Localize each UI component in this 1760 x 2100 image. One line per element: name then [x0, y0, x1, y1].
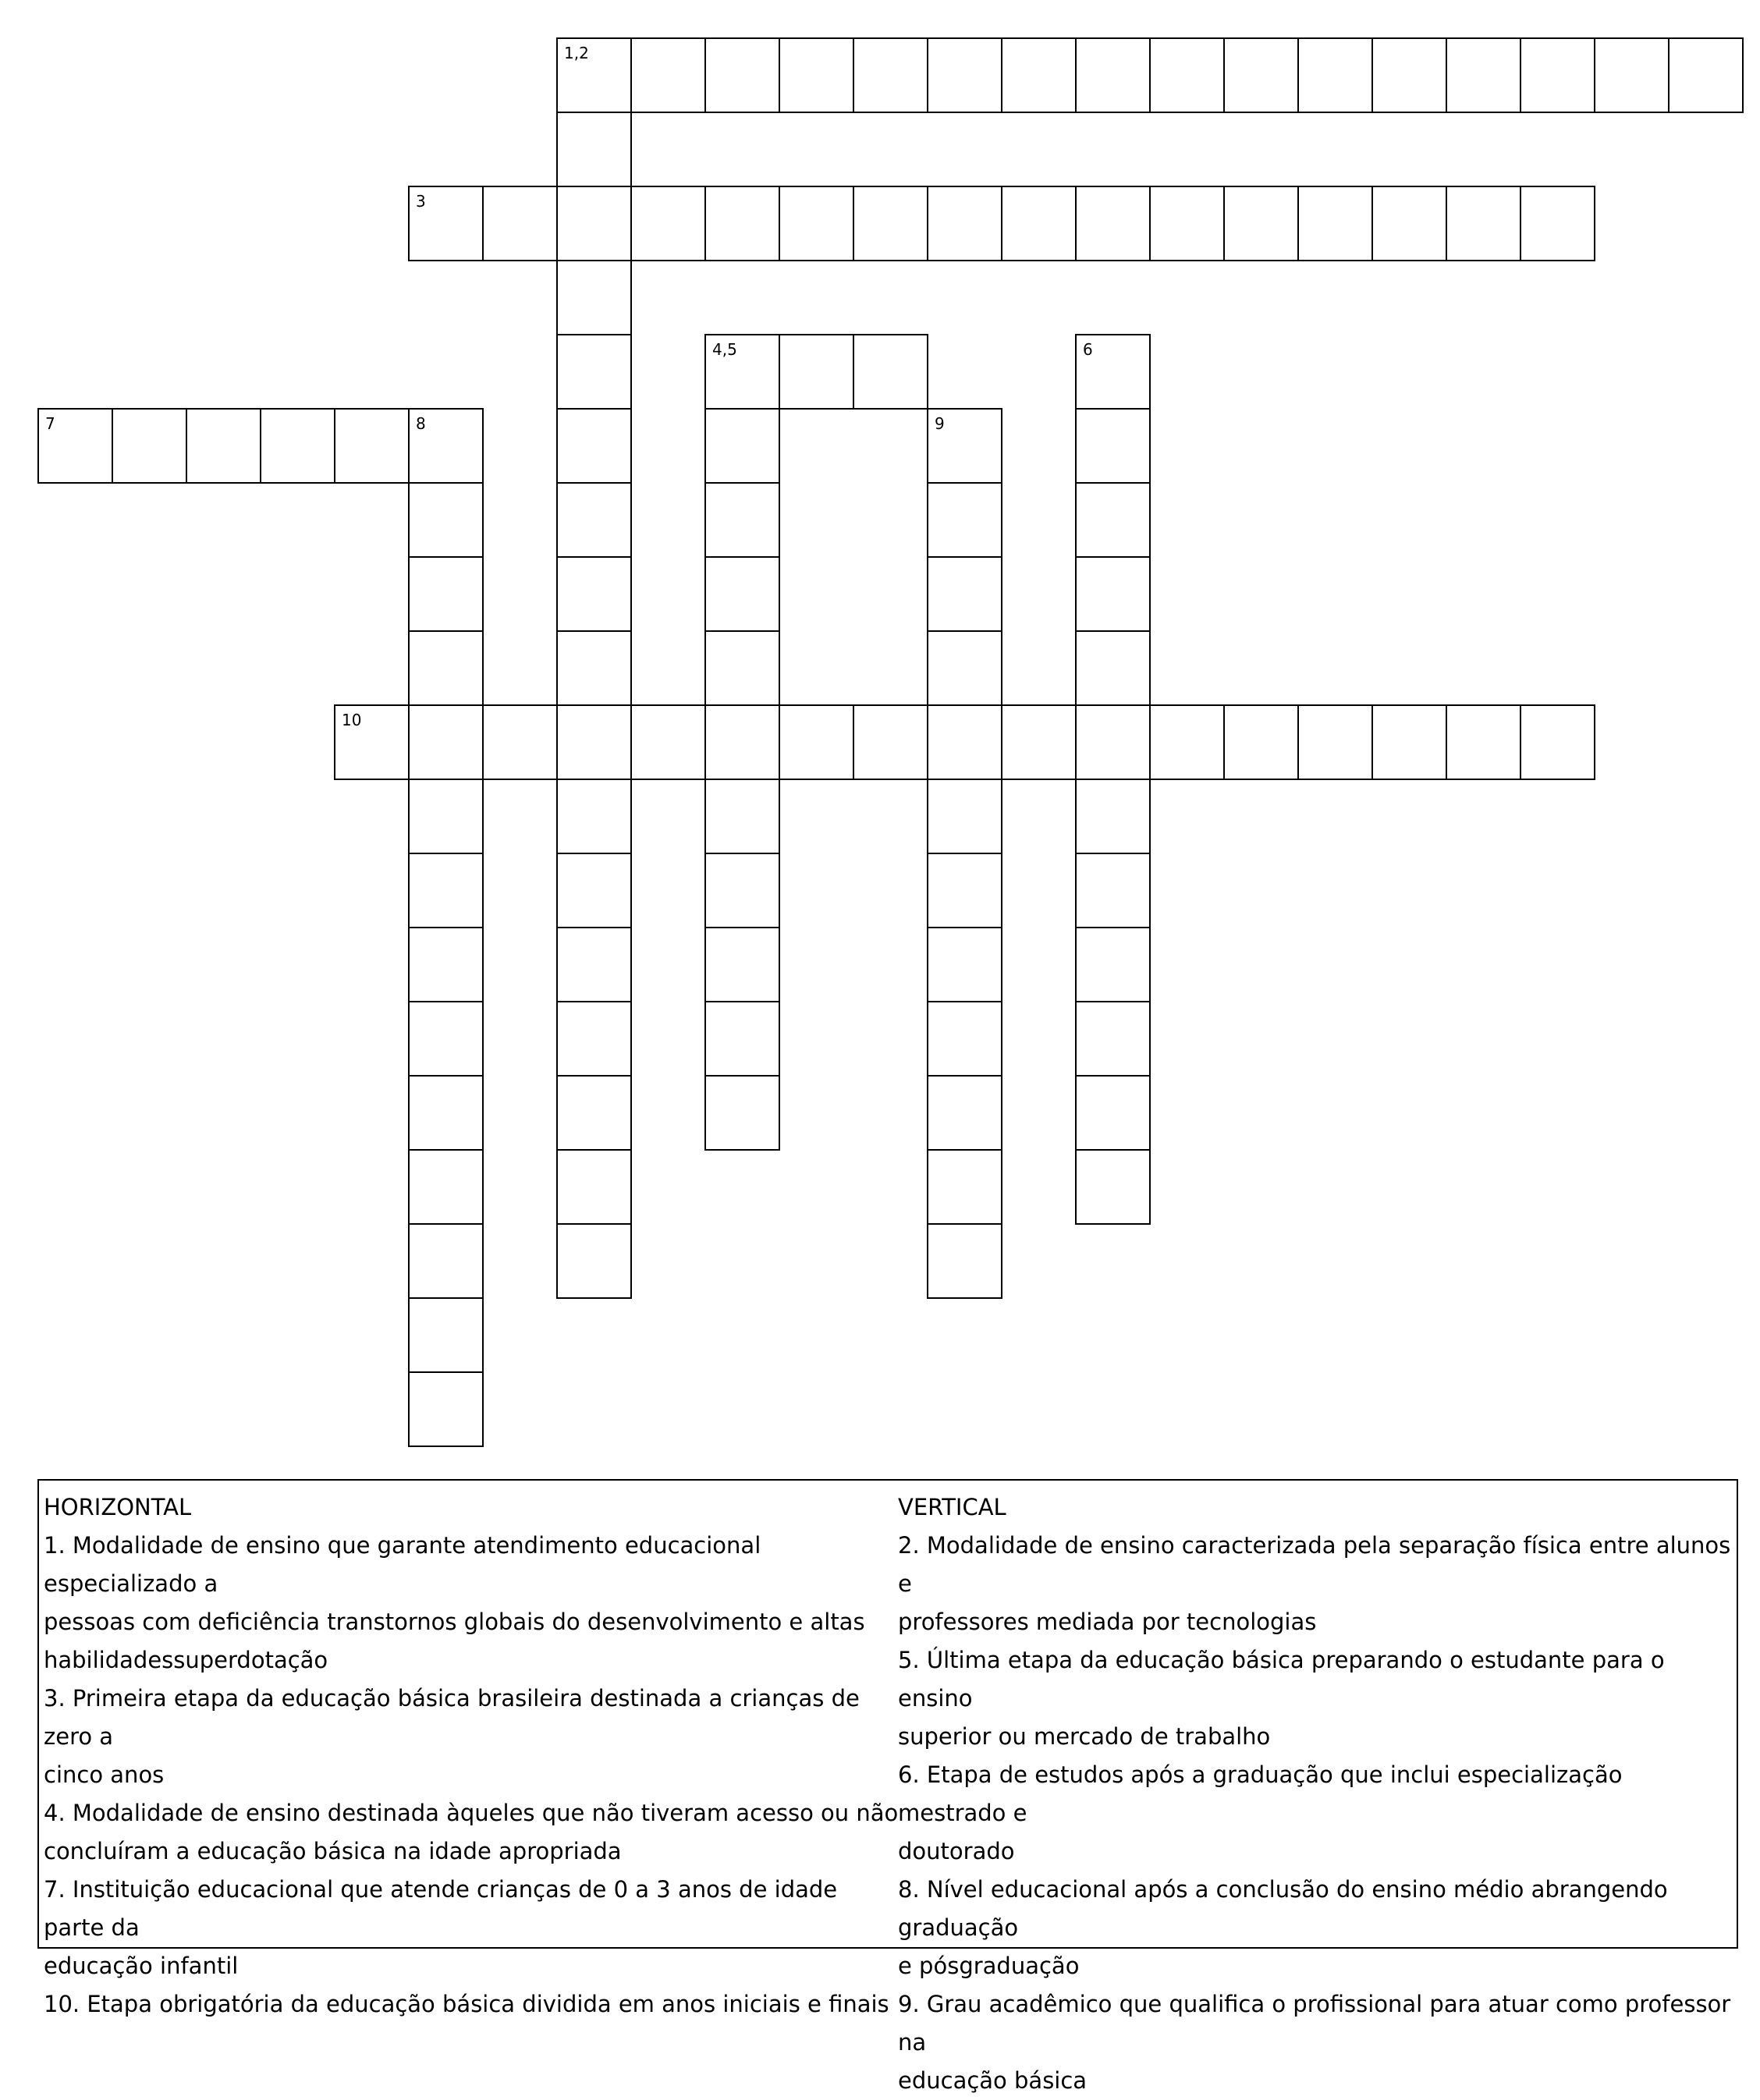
vertical-clue-line: professores mediada por tecnologias — [898, 1609, 1317, 1635]
crossword-cell[interactable] — [482, 186, 558, 261]
crossword-cell[interactable] — [556, 1001, 632, 1077]
crossword-cell[interactable] — [556, 112, 632, 187]
crossword-cell[interactable] — [1446, 37, 1521, 113]
crossword-cell[interactable] — [853, 704, 928, 780]
crossword-cell[interactable] — [408, 1297, 484, 1373]
crossword-cell[interactable] — [1075, 1149, 1151, 1225]
crossword-cell[interactable] — [1001, 37, 1077, 113]
crossword-cell[interactable] — [556, 408, 632, 484]
crossword-cell[interactable] — [1223, 704, 1299, 780]
crossword-cell[interactable] — [1075, 408, 1151, 484]
vertical-clue-line: educação básica — [898, 2067, 1088, 2094]
crossword-cell[interactable] — [927, 1075, 1002, 1151]
horizontal-clue-line: habilidadessuperdotação — [44, 1647, 328, 1673]
vertical-clue-line: superior ou mercado de trabalho — [898, 1723, 1271, 1750]
crossword-cell[interactable] — [704, 1001, 780, 1077]
crossword-cell[interactable] — [1075, 1001, 1151, 1077]
horizontal-clue-line: concluíram a educação básica na idade apropriada — [44, 1838, 622, 1864]
crossword-cell[interactable] — [408, 927, 484, 1002]
horizontal-clue-line: 10. Etapa obrigatória da educação básica dividida em anos iniciais e finais — [44, 1991, 889, 2017]
crossword-cell[interactable] — [1001, 704, 1077, 780]
crossword-cell[interactable] — [927, 630, 1002, 706]
clue-number: 3 — [416, 192, 426, 211]
crossword-cell[interactable] — [482, 704, 558, 780]
crossword-cell[interactable] — [704, 186, 780, 261]
crossword-cell[interactable] — [112, 408, 187, 484]
vertical-clue-line: 8. Nível educacional após a conclusão do ensino médio abrangendo graduação — [898, 1876, 1668, 1941]
crossword-cell[interactable] — [927, 704, 1002, 780]
crossword-cell[interactable] — [556, 186, 632, 261]
crossword-cell[interactable] — [853, 334, 928, 410]
vertical-clue-line: 5. Última etapa da educação básica preparando o estudante para o ensino — [898, 1647, 1665, 1712]
crossword-cell[interactable] — [927, 927, 1002, 1002]
crossword-cell[interactable] — [927, 1001, 1002, 1077]
crossword-cell[interactable] — [1223, 186, 1299, 261]
crossword-cell[interactable] — [630, 186, 706, 261]
crossword-cell[interactable] — [408, 853, 484, 928]
crossword-cell[interactable] — [408, 1149, 484, 1225]
crossword-cell[interactable] — [1446, 186, 1521, 261]
crossword-cell[interactable] — [556, 556, 632, 632]
crossword-cell[interactable] — [853, 37, 928, 113]
crossword-cell[interactable] — [1297, 186, 1373, 261]
clue-number: 10 — [342, 711, 362, 729]
crossword-cell[interactable] — [556, 704, 632, 780]
crossword-cell[interactable] — [1520, 37, 1595, 113]
crossword-cell[interactable] — [408, 556, 484, 632]
crossword-cell[interactable] — [1075, 630, 1151, 706]
horizontal-clues — [44, 1488, 902, 2024]
crossword-cell[interactable] — [704, 779, 780, 854]
crossword-cell[interactable] — [1075, 37, 1151, 113]
crossword-cell[interactable] — [704, 482, 780, 558]
crossword-cell[interactable] — [556, 853, 632, 928]
crossword-cell[interactable] — [1001, 186, 1077, 261]
crossword-cell[interactable] — [1520, 186, 1595, 261]
horizontal-title: HORIZONTAL — [44, 1494, 192, 1520]
crossword-cell[interactable] — [1223, 37, 1299, 113]
horizontal-clue-line: pessoas com deficiência transtornos globais do desenvolvimento e altas — [44, 1609, 865, 1635]
horizontal-clue-line: educação infantil — [44, 1953, 239, 1979]
crossword-cell[interactable] — [556, 1223, 632, 1299]
crossword-cell[interactable] — [927, 408, 1002, 484]
crossword-cell[interactable] — [927, 482, 1002, 558]
crossword-cell[interactable] — [704, 704, 780, 780]
crossword-cell[interactable] — [408, 704, 484, 780]
crossword-cell[interactable] — [927, 556, 1002, 632]
crossword-cell[interactable] — [1371, 704, 1447, 780]
clues-box — [37, 1479, 1738, 2094]
vertical-title: VERTICAL — [898, 1494, 1006, 1520]
crossword-cell[interactable] — [556, 927, 632, 1002]
crossword-cell[interactable] — [1520, 704, 1595, 780]
crossword-cell[interactable] — [704, 408, 780, 484]
crossword-cell[interactable] — [704, 556, 780, 632]
crossword-cell[interactable] — [556, 779, 632, 854]
crossword-cell[interactable] — [704, 37, 780, 113]
crossword-cell[interactable] — [927, 779, 1002, 854]
vertical-clue-line: 2. Modalidade de ensino caracterizada pela separação física entre alunos e — [898, 1532, 1731, 1597]
crossword-cell[interactable] — [408, 408, 484, 484]
vertical-clue-line: e pósgraduação — [898, 1953, 1080, 1979]
horizontal-clue-line: cinco anos — [44, 1761, 165, 1788]
crossword-cell[interactable] — [704, 853, 780, 928]
clue-number: 6 — [1083, 340, 1093, 359]
crossword-cell[interactable] — [1371, 37, 1447, 113]
crossword-cell[interactable] — [37, 408, 113, 484]
crossword-cell[interactable] — [1075, 482, 1151, 558]
clue-number: 1,2 — [564, 44, 589, 62]
crossword-cell[interactable] — [408, 1001, 484, 1077]
crossword-cell[interactable] — [556, 260, 632, 335]
crossword-cell[interactable] — [704, 927, 780, 1002]
crossword-cell[interactable] — [334, 704, 410, 780]
crossword-cell[interactable] — [779, 37, 854, 113]
crossword-cell[interactable] — [186, 408, 261, 484]
clue-number: 7 — [45, 414, 55, 433]
crossword-cell[interactable] — [408, 1223, 484, 1299]
horizontal-clue-line: 4. Modalidade de ensino destinada àqueles que não tiveram acesso ou não — [44, 1800, 899, 1826]
crossword-cell[interactable] — [556, 482, 632, 558]
crossword-cell[interactable] — [408, 482, 484, 558]
clue-number: 4,5 — [712, 340, 737, 359]
crossword-cell[interactable] — [1371, 186, 1447, 261]
crossword-cell[interactable] — [556, 334, 632, 410]
crossword-cell[interactable] — [1297, 704, 1373, 780]
crossword-cell[interactable] — [1668, 37, 1744, 113]
crossword-cell[interactable] — [704, 334, 780, 410]
crossword-cell[interactable] — [1149, 704, 1225, 780]
clue-number: 8 — [416, 414, 426, 433]
crossword-cell[interactable] — [1075, 927, 1151, 1002]
crossword-cell[interactable] — [1075, 1075, 1151, 1151]
crossword-cell[interactable] — [408, 630, 484, 706]
crossword-cell[interactable] — [334, 408, 410, 484]
horizontal-clue-line: 7. Instituição educacional que atende crianças de 0 a 3 anos de idade parte da — [44, 1876, 838, 1941]
crossword-cell[interactable] — [260, 408, 335, 484]
crossword-cell[interactable] — [408, 1075, 484, 1151]
crossword-cell[interactable] — [1075, 853, 1151, 928]
crossword-cell[interactable] — [1149, 186, 1225, 261]
crossword-cell[interactable] — [1075, 556, 1151, 632]
crossword-cell[interactable] — [927, 37, 1002, 113]
crossword-cell[interactable] — [704, 630, 780, 706]
vertical-clue-line: doutorado — [898, 1838, 1015, 1864]
crossword-cell[interactable] — [927, 186, 1002, 261]
crossword-cell[interactable] — [704, 1075, 780, 1151]
horizontal-clue-line: 1. Modalidade de ensino que garante atendimento educacional especializado a — [44, 1532, 761, 1597]
crossword-cell[interactable] — [779, 704, 854, 780]
crossword-cell[interactable] — [779, 186, 854, 261]
crossword-cell[interactable] — [1075, 334, 1151, 410]
vertical-clue-line: 9. Grau acadêmico que qualifica o profissional para atuar como professor na — [898, 1991, 1731, 2056]
crossword-cell[interactable] — [1594, 37, 1670, 113]
crossword-cell[interactable] — [1297, 37, 1373, 113]
crossword-cell[interactable] — [927, 1223, 1002, 1299]
crossword-cell[interactable] — [927, 853, 1002, 928]
crossword-cell[interactable] — [1075, 779, 1151, 854]
clue-number: 9 — [935, 414, 945, 433]
vertical-clues — [898, 1488, 1737, 2100]
crossword-cell[interactable] — [556, 630, 632, 706]
crossword-cell[interactable] — [408, 779, 484, 854]
crossword-cell[interactable] — [408, 186, 484, 261]
crossword-cell[interactable] — [556, 1149, 632, 1225]
crossword-cell[interactable] — [1446, 704, 1521, 780]
crossword-cell[interactable] — [408, 1371, 484, 1447]
crossword-cell[interactable] — [927, 1149, 1002, 1225]
crossword-cell[interactable] — [1075, 186, 1151, 261]
crossword-cell[interactable] — [1075, 704, 1151, 780]
crossword-cell[interactable] — [1149, 37, 1225, 113]
crossword-cell[interactable] — [853, 186, 928, 261]
vertical-clue-line: 6. Etapa de estudos após a graduação que inclui especialização mestrado e — [898, 1761, 1623, 1826]
horizontal-clue-line: 3. Primeira etapa da educação básica brasileira destinada a crianças de zero a — [44, 1685, 860, 1750]
crossword-cell[interactable] — [779, 334, 854, 410]
crossword-cell[interactable] — [630, 704, 706, 780]
crossword-cell[interactable] — [556, 37, 632, 113]
crossword-cell[interactable] — [556, 1075, 632, 1151]
crossword-cell[interactable] — [630, 37, 706, 113]
